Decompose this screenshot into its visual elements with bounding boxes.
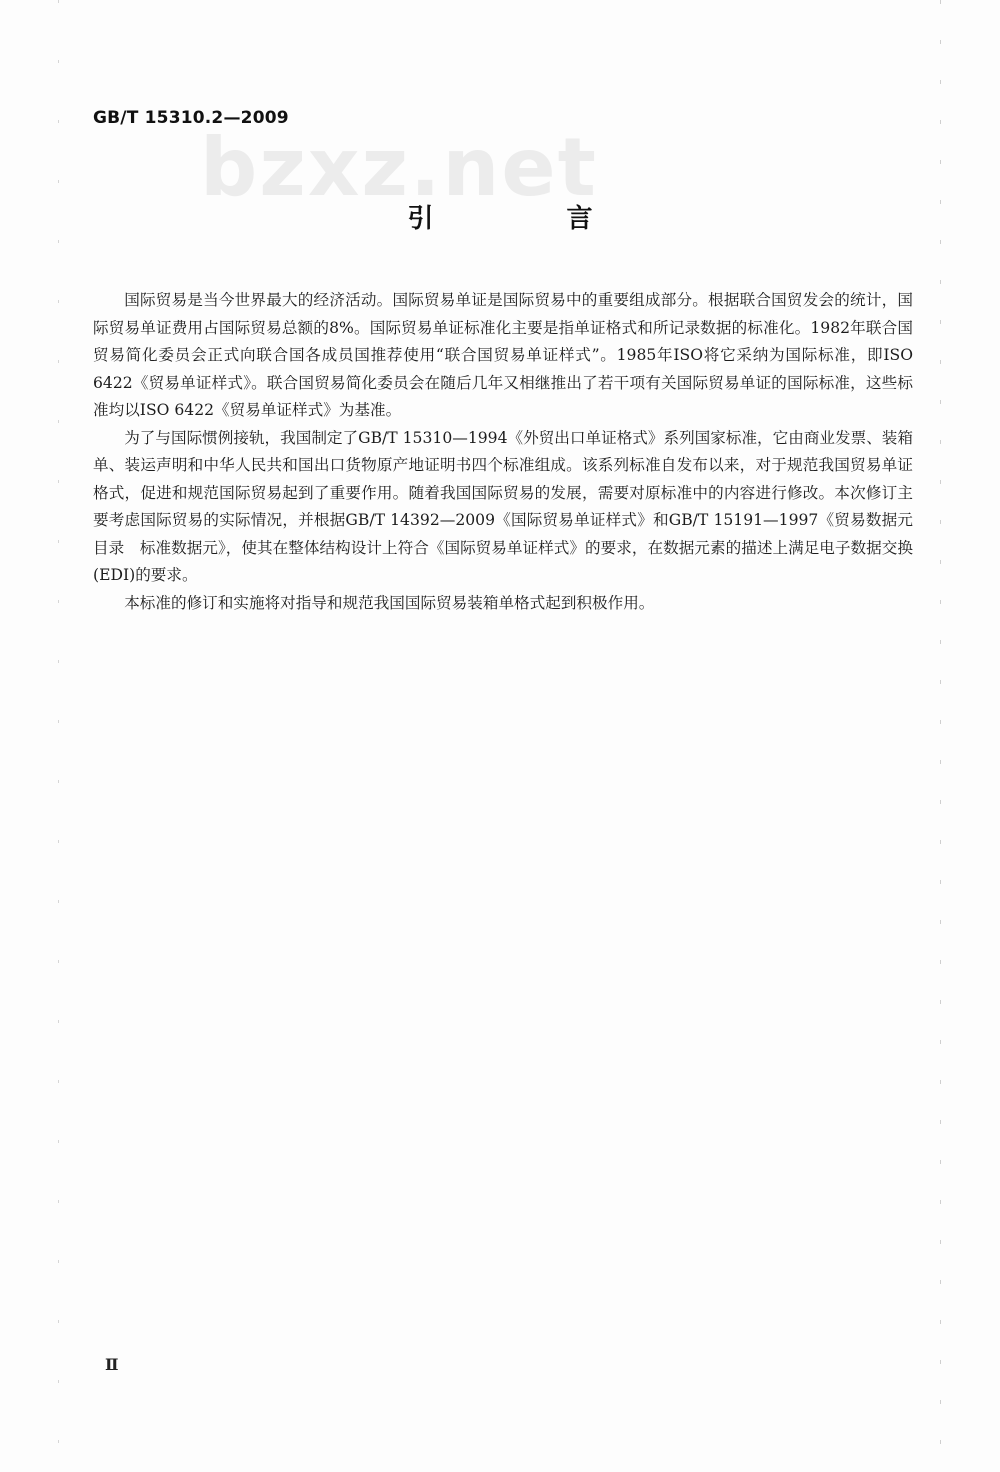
document-code: GB/T 15310.2—2009	[93, 108, 289, 128]
watermark: bzxz.net	[200, 121, 598, 214]
paragraph-1: 国际贸易是当今世界最大的经济活动。国际贸易单证是国际贸易中的重要组成部分。根据联合国贸发会的统计，国际贸易单证费用占国际贸易总额的8%。国际贸易单证标准化主要是指单证格式和所记录数据的标准化。1982年联合国贸易简化委员会正式向联合国各成员国推荐使用“联合国贸易单证样式”。1985年ISO将它采纳为国际标准，即ISO 6422《贸易单证样式》。联合国贸易简化委员会在随后几年又相继推出了若干项有关国际贸易单证的国际标准，这些标准均以ISO 6422《贸易单证样式》为基准。	[93, 291, 913, 419]
introduction-body	[93, 287, 913, 617]
paragraph-3: 本标准的修订和实施将对指导和规范我国国际贸易装箱单格式起到积极作用。	[124, 593, 655, 612]
page-number: Ⅱ	[105, 1355, 119, 1374]
paragraph-2: 为了与国际惯例接轨，我国制定了GB/T 15310—1994《外贸出口单证格式》系列国家标准，它由商业发票、装箱单、装运声明和中华人民共和国出口货物原产地证明书四个标准组成。该系列标准自发布以来，对于规范我国贸易单证格式，促进和规范国际贸易起到了重要作用。随着我国国际贸易的发展，需要对原标准中的内容进行修改。本次修订主要考虑国际贸易的实际情况，并根据GB/T 14392—2009《国际贸易单证样式》和GB/T 15191—1997《贸易数据元目录 标准数据元》，使其在整体结构设计上符合《国际贸易单证样式》的要求，在数据元素的描述上满足电子数据交换(EDI)的要求。	[93, 428, 913, 584]
section-title: 引 言	[407, 204, 655, 234]
